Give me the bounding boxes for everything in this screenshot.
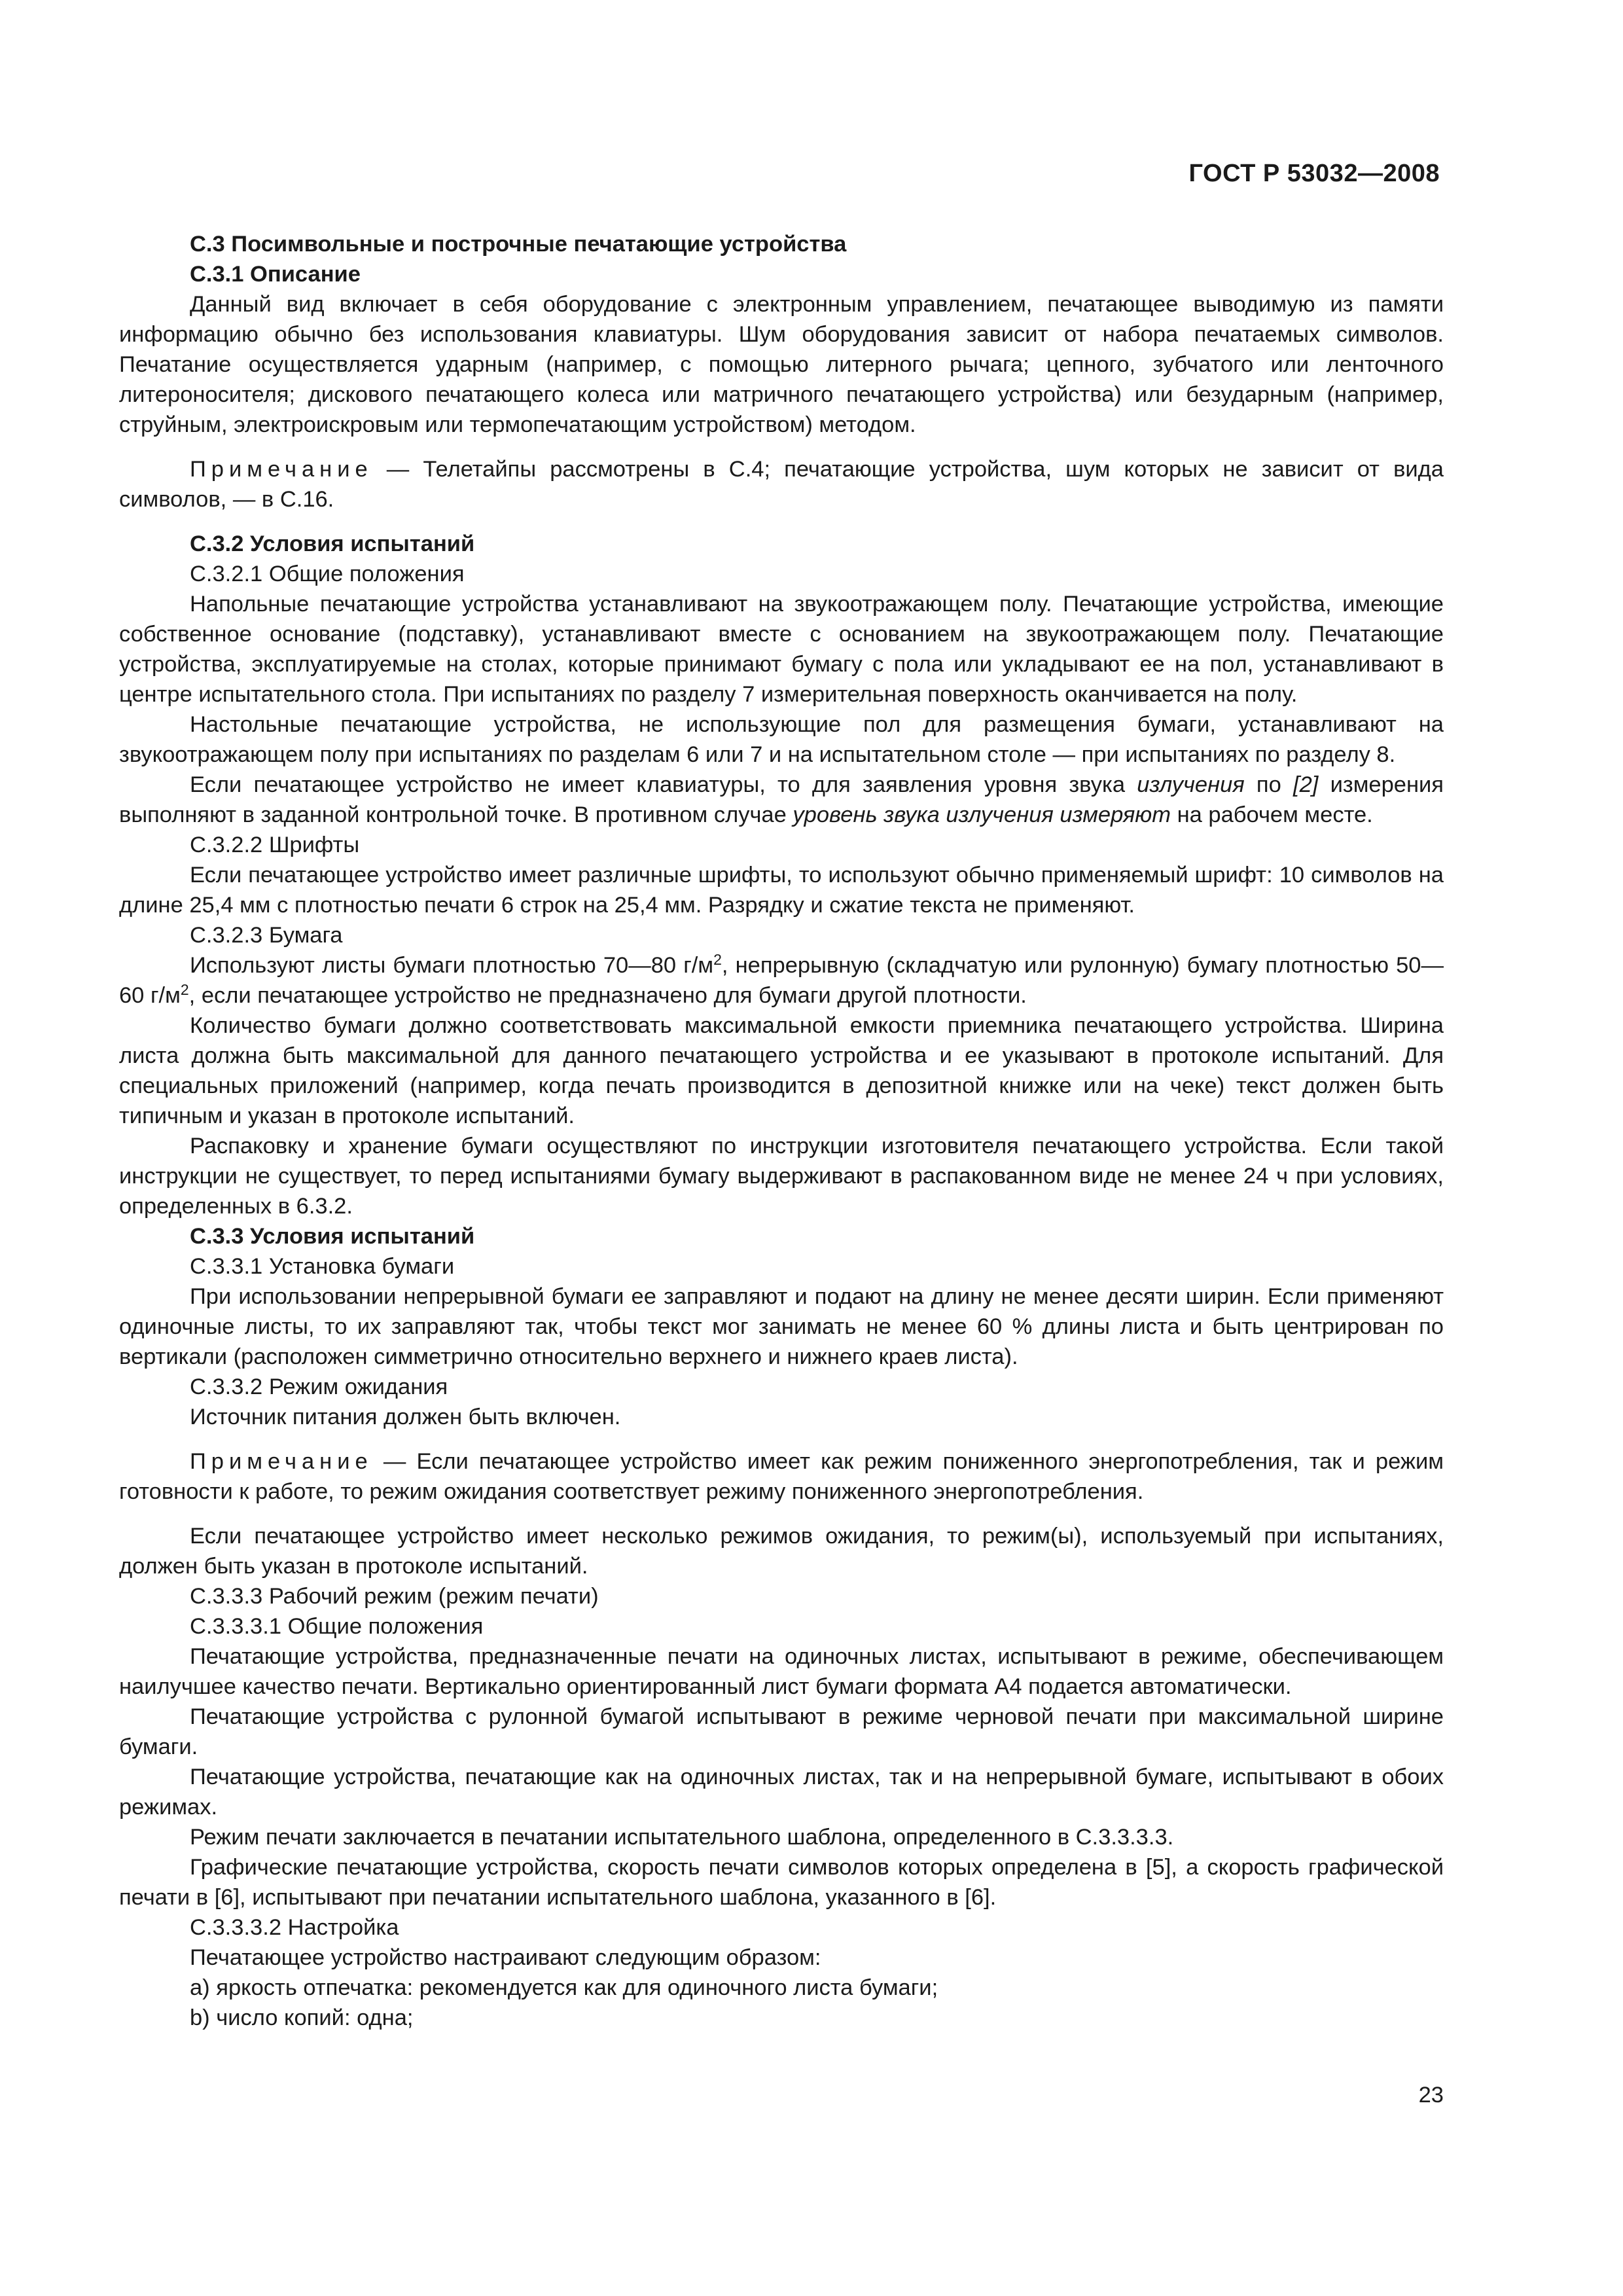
- paragraph-c321-1: Напольные печатающие устройства устанавливают на звукоотражающем полу. Печатающие устройства, имеющие собственное основание (подставку), устанавливают вместе с основанием на звукоотражающем полу. Печатающие устройства, эксплуатируемые на столах, которые принимают бумагу с пола или укладывают ее на пол, устанавливают в центре испытательного стола. При испытаниях по разделу 7 измерительная поверхность оканчивается на полу.: [119, 592, 1444, 707]
- note-label: Примечание: [190, 1449, 373, 1474]
- text-run: на рабочем месте.: [1170, 802, 1373, 827]
- superscript: 2: [713, 951, 722, 968]
- note-text: — Телетайпы рассмотрены в С.4; печатающие устройства, шум которых не зависит от вида символов, — в С.16.: [119, 457, 1444, 512]
- list-item: b) число копий: одна;: [190, 2005, 414, 2030]
- subsection-heading-c33: С.3.3 Условия испытаний: [190, 1224, 475, 1249]
- paragraph-c3331-3: Печатающие устройства, печатающие как на одиночных листах, так и на непрерывной бумаге, испытывают в обоих режимах.: [119, 1765, 1444, 1820]
- paragraph-c332: Источник питания должен быть включен.: [190, 1405, 621, 1429]
- note-1: [119, 454, 1444, 514]
- section-heading-c3: С.3 Посимвольные и построчные печатающие устройства: [190, 232, 847, 257]
- text-run: , если печатающее устройство не предназначено для бумаги другой плотности.: [188, 983, 1027, 1008]
- italic-run: уровень звука излучения измеряют: [793, 802, 1171, 827]
- clause-heading-c321: С.3.2.1 Общие положения: [190, 562, 465, 586]
- paragraph-c31: Данный вид включает в себя оборудование с электронным управлением, печатающее выводимую из памяти информацию обычно без использования клавиатуры. Шум оборудования зависит от набора печатаемых символов. Печатание осуществляется ударным (например, с помощью литерного рычага; цепного, зубчатого или ленточного литероносителя; дискового печатающего колеса или матричного печатающего устройства) или безударным (например, струйным, электроискровым или термопечатающим устройством) методом.: [119, 292, 1444, 437]
- paragraph-c3331-1: Печатающие устройства, предназначенные печати на одиночных листах, испытывают в режиме, обеспечивающем наилучшее качество печати. Вертикально ориентированный лист бумаги формата А4 подается автоматически.: [119, 1644, 1444, 1699]
- text-run: Если печатающее устройство не имеет клавиатуры, то для заявления уровня звука: [190, 772, 1137, 797]
- document-code: ГОСТ Р 53032—2008: [1188, 160, 1440, 187]
- italic-run: излучения: [1137, 772, 1245, 797]
- clause-heading-c331: С.3.3.1 Установка бумаги: [190, 1254, 455, 1279]
- paragraph-c321-3: [119, 770, 1444, 830]
- clause-heading-c323: С.3.2.3 Бумага: [190, 923, 343, 948]
- note-text: — Если печатающее устройство имеет как режим пониженного энергопотребления, так и режим готовности к работе, то режим ожидания соответствует режиму пониженного энергопотребления.: [119, 1449, 1444, 1504]
- clause-heading-c3332: С.3.3.3.2 Настройка: [190, 1915, 399, 1940]
- page-number: 23: [1418, 2083, 1444, 2108]
- subsection-heading-c31: С.3.1 Описание: [190, 262, 361, 287]
- paragraph-c321-2: Настольные печатающие устройства, не использующие пол для размещения бумаги, устанавливают на звукоотражающем полу при испытаниях по разделам 6 или 7 и на испытательном столе — при испытаниях по разделу 8.: [119, 712, 1444, 767]
- reference-link: [2]: [1293, 772, 1319, 797]
- superscript: 2: [180, 981, 189, 998]
- paragraph-c3331-4: Режим печати заключается в печатании испытательного шаблона, определенного в С.3.3.3.3.: [190, 1825, 1174, 1850]
- paragraph-c323-3: Распаковку и хранение бумаги осуществляют по инструкции изготовителя печатающего устройства. Если такой инструкции не существует, то перед испытаниями бумагу выдерживают в распакованном виде не менее 24 ч при условиях, определенных в 6.3.2.: [119, 1134, 1444, 1219]
- clause-heading-c333: С.3.3.3 Рабочий режим (режим печати): [190, 1584, 599, 1609]
- paragraph-c3332: Печатающее устройство настраивают следующим образом:: [190, 1945, 821, 1970]
- paragraph-c322: Если печатающее устройство имеет различные шрифты, то используют обычно применяемый шрифт: 10 символов на длине 25,4 мм с плотностью печати 6 строк на 25,4 мм. Разрядку и сжатие текста не применяют.: [119, 863, 1444, 918]
- note-2: [119, 1446, 1444, 1507]
- paragraph-c3331-5: Графические печатающие устройства, скорость печати символов которых определена в [5], а скорость графической печати в [6], испытывают при печатании испытательного шаблона, указанного в [6].: [119, 1855, 1444, 1910]
- paragraph-c323-2: Количество бумаги должно соответствовать максимальной емкости приемника печатающего устройства. Ширина листа должна быть максимальной для данного печатающего устройства и ее указывают в протоколе испытаний. Для специальных приложений (например, когда печать производится в депозитной книжке или на чеке) текст должен быть типичным и указан в протоколе испытаний.: [119, 1013, 1444, 1128]
- text-run: Используют листы бумаги плотностью 70—80 г/м: [190, 953, 714, 978]
- text-run: по: [1244, 772, 1294, 797]
- list-item: а) яркость отпечатка: рекомендуется как для одиночного листа бумаги;: [190, 1975, 938, 2000]
- clause-heading-c322: С.3.2.2 Шрифты: [190, 833, 360, 857]
- paragraph-c3331-2: Печатающие устройства с рулонной бумагой испытывают в режиме черновой печати при максимальной ширине бумаги.: [119, 1704, 1444, 1759]
- page-content: [119, 229, 1444, 2033]
- text-run: , непрерывную (складчатую или рулонную) бумагу плотностью 50—60 г/м: [119, 953, 1444, 1008]
- subsection-heading-c32: С.3.2 Условия испытаний: [190, 531, 475, 556]
- note-label: Примечание: [190, 457, 373, 482]
- clause-heading-c332: С.3.3.2 Режим ожидания: [190, 1374, 448, 1399]
- clause-heading-c3331: С.3.3.3.1 Общие положения: [190, 1614, 484, 1639]
- paragraph-c331: При использовании непрерывной бумаги ее заправляют и подают на длину не менее десяти ширин. Если применяют одиночные листы, то их заправляют так, чтобы текст мог занимать не менее 60 % длины листа и быть центрирован по вертикали (расположен симметрично относительно верхнего и нижнего краев листа).: [119, 1284, 1444, 1369]
- paragraph-c332-2: Если печатающее устройство имеет несколько режимов ожидания, то режим(ы), используемый при испытаниях, должен быть указан в протоколе испытаний.: [119, 1524, 1444, 1579]
- text-run: измерения выполняют в заданной контрольной точке. В противном случае: [119, 772, 1444, 827]
- paragraph-c323-1: [119, 950, 1444, 1011]
